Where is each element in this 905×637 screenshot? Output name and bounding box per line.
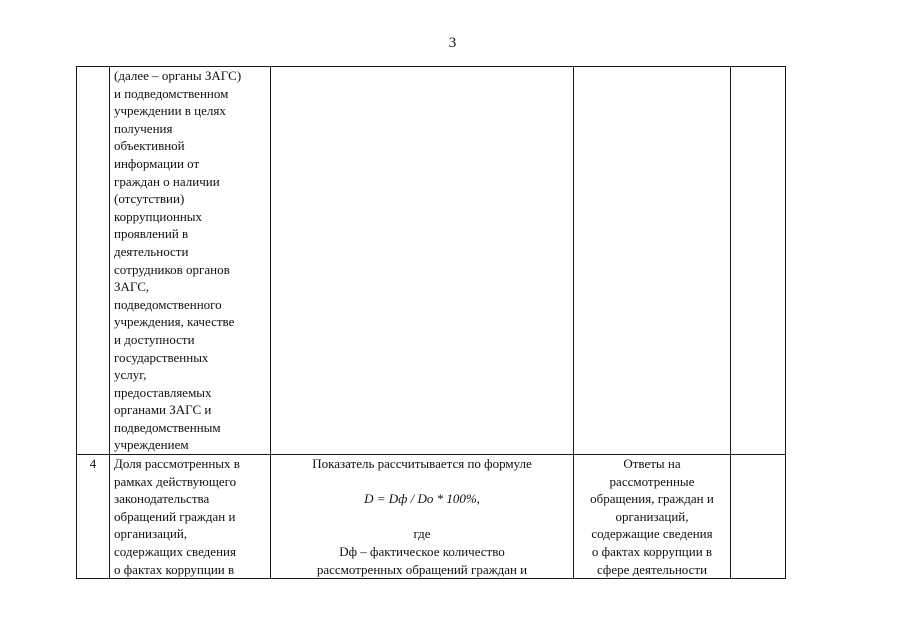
text-line: (отсутствии) (114, 191, 185, 207)
text-line: объективной (114, 138, 185, 154)
spacer (275, 473, 569, 491)
text-line: содержащие сведения (591, 526, 713, 542)
text-line: и доступности (114, 331, 195, 347)
text-line: ЗАГС, (114, 279, 150, 295)
text-line: деятельности (114, 243, 189, 259)
text-line: содержащих сведения (114, 544, 236, 560)
page-number: 3 (448, 35, 457, 51)
text-line: учреждением (114, 437, 189, 453)
text-line: органами ЗАГС и (114, 402, 212, 418)
cell-number-empty (77, 67, 110, 455)
row-number: 4 (77, 455, 110, 579)
text-line: и подведомственном (114, 85, 229, 101)
text-line: законодательства (114, 491, 210, 507)
text-line: Ответы на (623, 456, 681, 472)
text-line: учреждении в целях (114, 103, 226, 119)
text-line: проявлений в (114, 226, 189, 242)
text-line: о фактах коррупции в (591, 544, 713, 560)
text-line: получения (114, 120, 173, 136)
cell-indicator-name-continued (110, 67, 271, 455)
text-line: обращения, граждан и (590, 491, 714, 507)
text-line: подведомственным (114, 419, 221, 435)
text-line: сотрудников органов (114, 261, 230, 277)
cell-extra-empty (731, 67, 786, 455)
formula: D = Dф / Do * 100%, (364, 491, 480, 507)
cell-source (574, 455, 731, 579)
text-line: подведомственного (114, 296, 222, 312)
text-line: о фактах коррупции в (114, 561, 235, 577)
text-line: обращений граждан и (114, 508, 236, 524)
text-line: коррупционных (114, 208, 203, 224)
cell-calculation (271, 455, 574, 579)
indicators-table (76, 66, 786, 579)
formula-intro: Показатель рассчитывается по формуле (312, 456, 532, 472)
text-line: предоставляемых (114, 384, 212, 400)
formula-definition-line: рассмотренных обращений граждан и (316, 561, 528, 577)
text-line: организаций, (114, 526, 188, 542)
text-line: государственных (114, 349, 209, 365)
text-line: рамках действующего (114, 473, 237, 489)
text-line: (далее – органы ЗАГС) (114, 68, 242, 83)
cell-extra-empty (731, 455, 786, 579)
cell-source-empty (574, 67, 731, 455)
text-line: сфере деятельности (596, 561, 708, 577)
cell-calculation-empty (271, 67, 574, 455)
spacer (275, 508, 569, 526)
formula-where: где (413, 526, 431, 542)
text-line: Доля рассмотренных в (114, 456, 240, 472)
text-line: рассмотренные (609, 473, 695, 489)
text-line: учреждения, качестве (114, 314, 235, 330)
text-line: услуг, (114, 367, 147, 383)
table-row-4 (77, 455, 786, 579)
text-line: граждан о наличии (114, 173, 220, 189)
text-line: организаций, (615, 508, 689, 524)
table-row-continued (77, 67, 786, 455)
cell-indicator-name (110, 455, 271, 579)
text-line: информации от (114, 155, 200, 171)
formula-definition-line: Dф – фактическое количество (339, 544, 505, 560)
